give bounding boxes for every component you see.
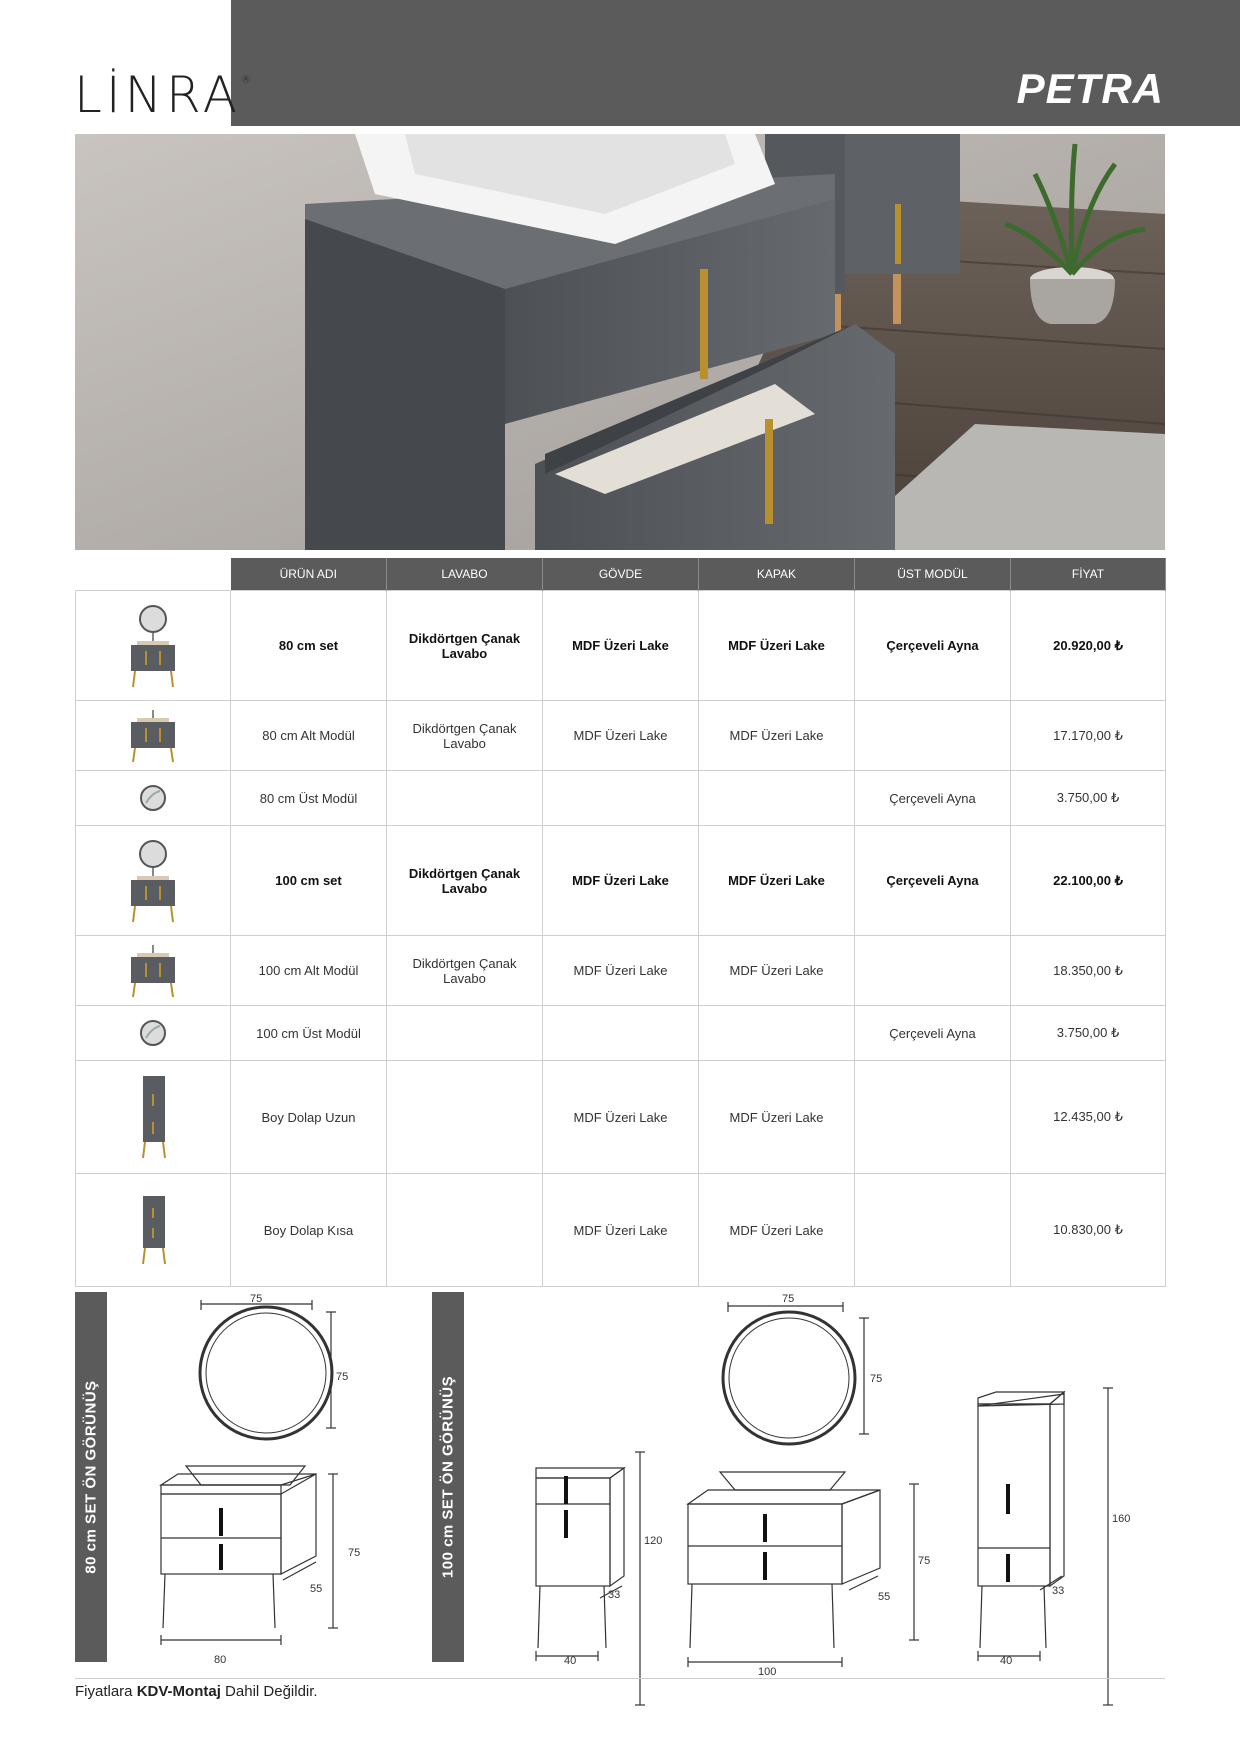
cell-lavabo: Dikdörtgen Çanak Lavabo [387,936,543,1006]
cell-fiyat: 18.350,00 ₺ [1011,936,1166,1006]
cell-ust-modul: Çerçeveli Ayna [855,1006,1011,1061]
dim-short-d: 33 [608,1589,621,1601]
cell-govde: MDF Üzeri Lake [543,826,699,936]
cell-kapak: MDF Üzeri Lake [699,1061,855,1174]
cell-name: 100 cm Üst Modül [231,1006,387,1061]
dim-100-cab-w: 100 [758,1666,777,1678]
cell-govde: MDF Üzeri Lake [543,591,699,701]
dim-tall-w: 40 [1000,1655,1013,1667]
page-title: PETRA [1016,65,1164,112]
cell-ust-modul: Çerçeveli Ayna [855,771,1011,826]
brand-logo: LİNRA® [74,66,251,124]
cell-ust-modul: Çerçeveli Ayna [855,591,1011,701]
cell-lavabo: Dikdörtgen Çanak Lavabo [387,591,543,701]
footer-prefix: Fiyatlara [75,1683,133,1700]
dim-80-width: 80 [214,1654,227,1666]
cell-fiyat: 22.100,00 ₺ [1011,826,1166,936]
handle-short-top [564,1476,568,1504]
cell-name: Boy Dolap Uzun [231,1061,387,1174]
cell-name: 80 cm Alt Modül [231,701,387,771]
dim-80-mirror-w: 75 [250,1293,263,1305]
cell-name: 100 cm Alt Modül [231,936,387,1006]
footer-suffix: Dahil Değildir. [225,1683,318,1700]
handle-80-top [219,1508,223,1536]
cell-fiyat: 20.920,00 ₺ [1011,591,1166,701]
dim-100-cab-h: 75 [918,1555,931,1567]
footer-bold: KDV-Montaj [136,1683,221,1700]
cell-name: 100 cm set [231,826,387,936]
cell-kapak: MDF Üzeri Lake [699,591,855,701]
header-ust-modul: ÜST MODÜL [855,558,1011,591]
cell-ust-modul: Çerçeveli Ayna [855,826,1011,936]
cell-govde: MDF Üzeri Lake [543,1061,699,1174]
cell-govde: MDF Üzeri Lake [543,936,699,1006]
cell-fiyat: 17.170,00 ₺ [1011,701,1166,771]
dim-tall-h: 160 [1112,1513,1131,1525]
footer-divider [75,1678,1165,1679]
header-lavabo: LAVABO [387,558,543,591]
cell-fiyat: 3.750,00 ₺ [1011,1006,1166,1061]
handle-tall-bottom [1006,1554,1010,1582]
handle-short-bottom [564,1510,568,1538]
cell-govde: MDF Üzeri Lake [543,701,699,771]
cell-kapak: MDF Üzeri Lake [699,826,855,936]
dim-short-w: 40 [564,1655,577,1667]
cell-fiyat: 12.435,00 ₺ [1011,1061,1166,1174]
header-fiyat: FİYAT [1011,558,1166,591]
side-label-100: 100 cm SET ÖN GÖRÜNÜŞ [432,1292,464,1662]
header-kapak: KAPAK [699,558,855,591]
dim-100-cab-d: 55 [878,1591,891,1603]
cell-lavabo: Dikdörtgen Çanak Lavabo [387,701,543,771]
dim-short-h: 120 [644,1535,663,1547]
dim-100-mirror-h: 75 [870,1373,883,1385]
handle-80-bottom [219,1544,223,1570]
handle-100-bottom [763,1552,767,1580]
dim-100-mirror-w: 75 [782,1293,795,1305]
header-urun-adi: ÜRÜN ADI [231,558,387,591]
cell-fiyat: 10.830,00 ₺ [1011,1174,1166,1287]
side-label-80: 80 cm SET ÖN GÖRÜNÜŞ [75,1292,107,1662]
footer-note [75,1683,318,1700]
cell-kapak: MDF Üzeri Lake [699,701,855,771]
dim-80-depth: 55 [310,1583,323,1595]
handle-100-top [763,1514,767,1542]
cell-name: 80 cm Üst Modül [231,771,387,826]
cell-kapak: MDF Üzeri Lake [699,1174,855,1287]
dim-80-cab-h: 75 [348,1547,361,1559]
dim-tall-d: 33 [1052,1585,1065,1597]
header-govde: GÖVDE [543,558,699,591]
cell-govde: MDF Üzeri Lake [543,1174,699,1287]
cell-name: Boy Dolap Kısa [231,1174,387,1287]
cell-kapak: MDF Üzeri Lake [699,936,855,1006]
handle-tall-top [1006,1484,1010,1514]
dim-80-mirror-h: 75 [336,1371,349,1383]
drawing-100-set [536,1302,1113,1705]
cell-lavabo: Dikdörtgen Çanak Lavabo [387,826,543,936]
cell-fiyat: 3.750,00 ₺ [1011,771,1166,826]
cell-name: 80 cm set [231,591,387,701]
